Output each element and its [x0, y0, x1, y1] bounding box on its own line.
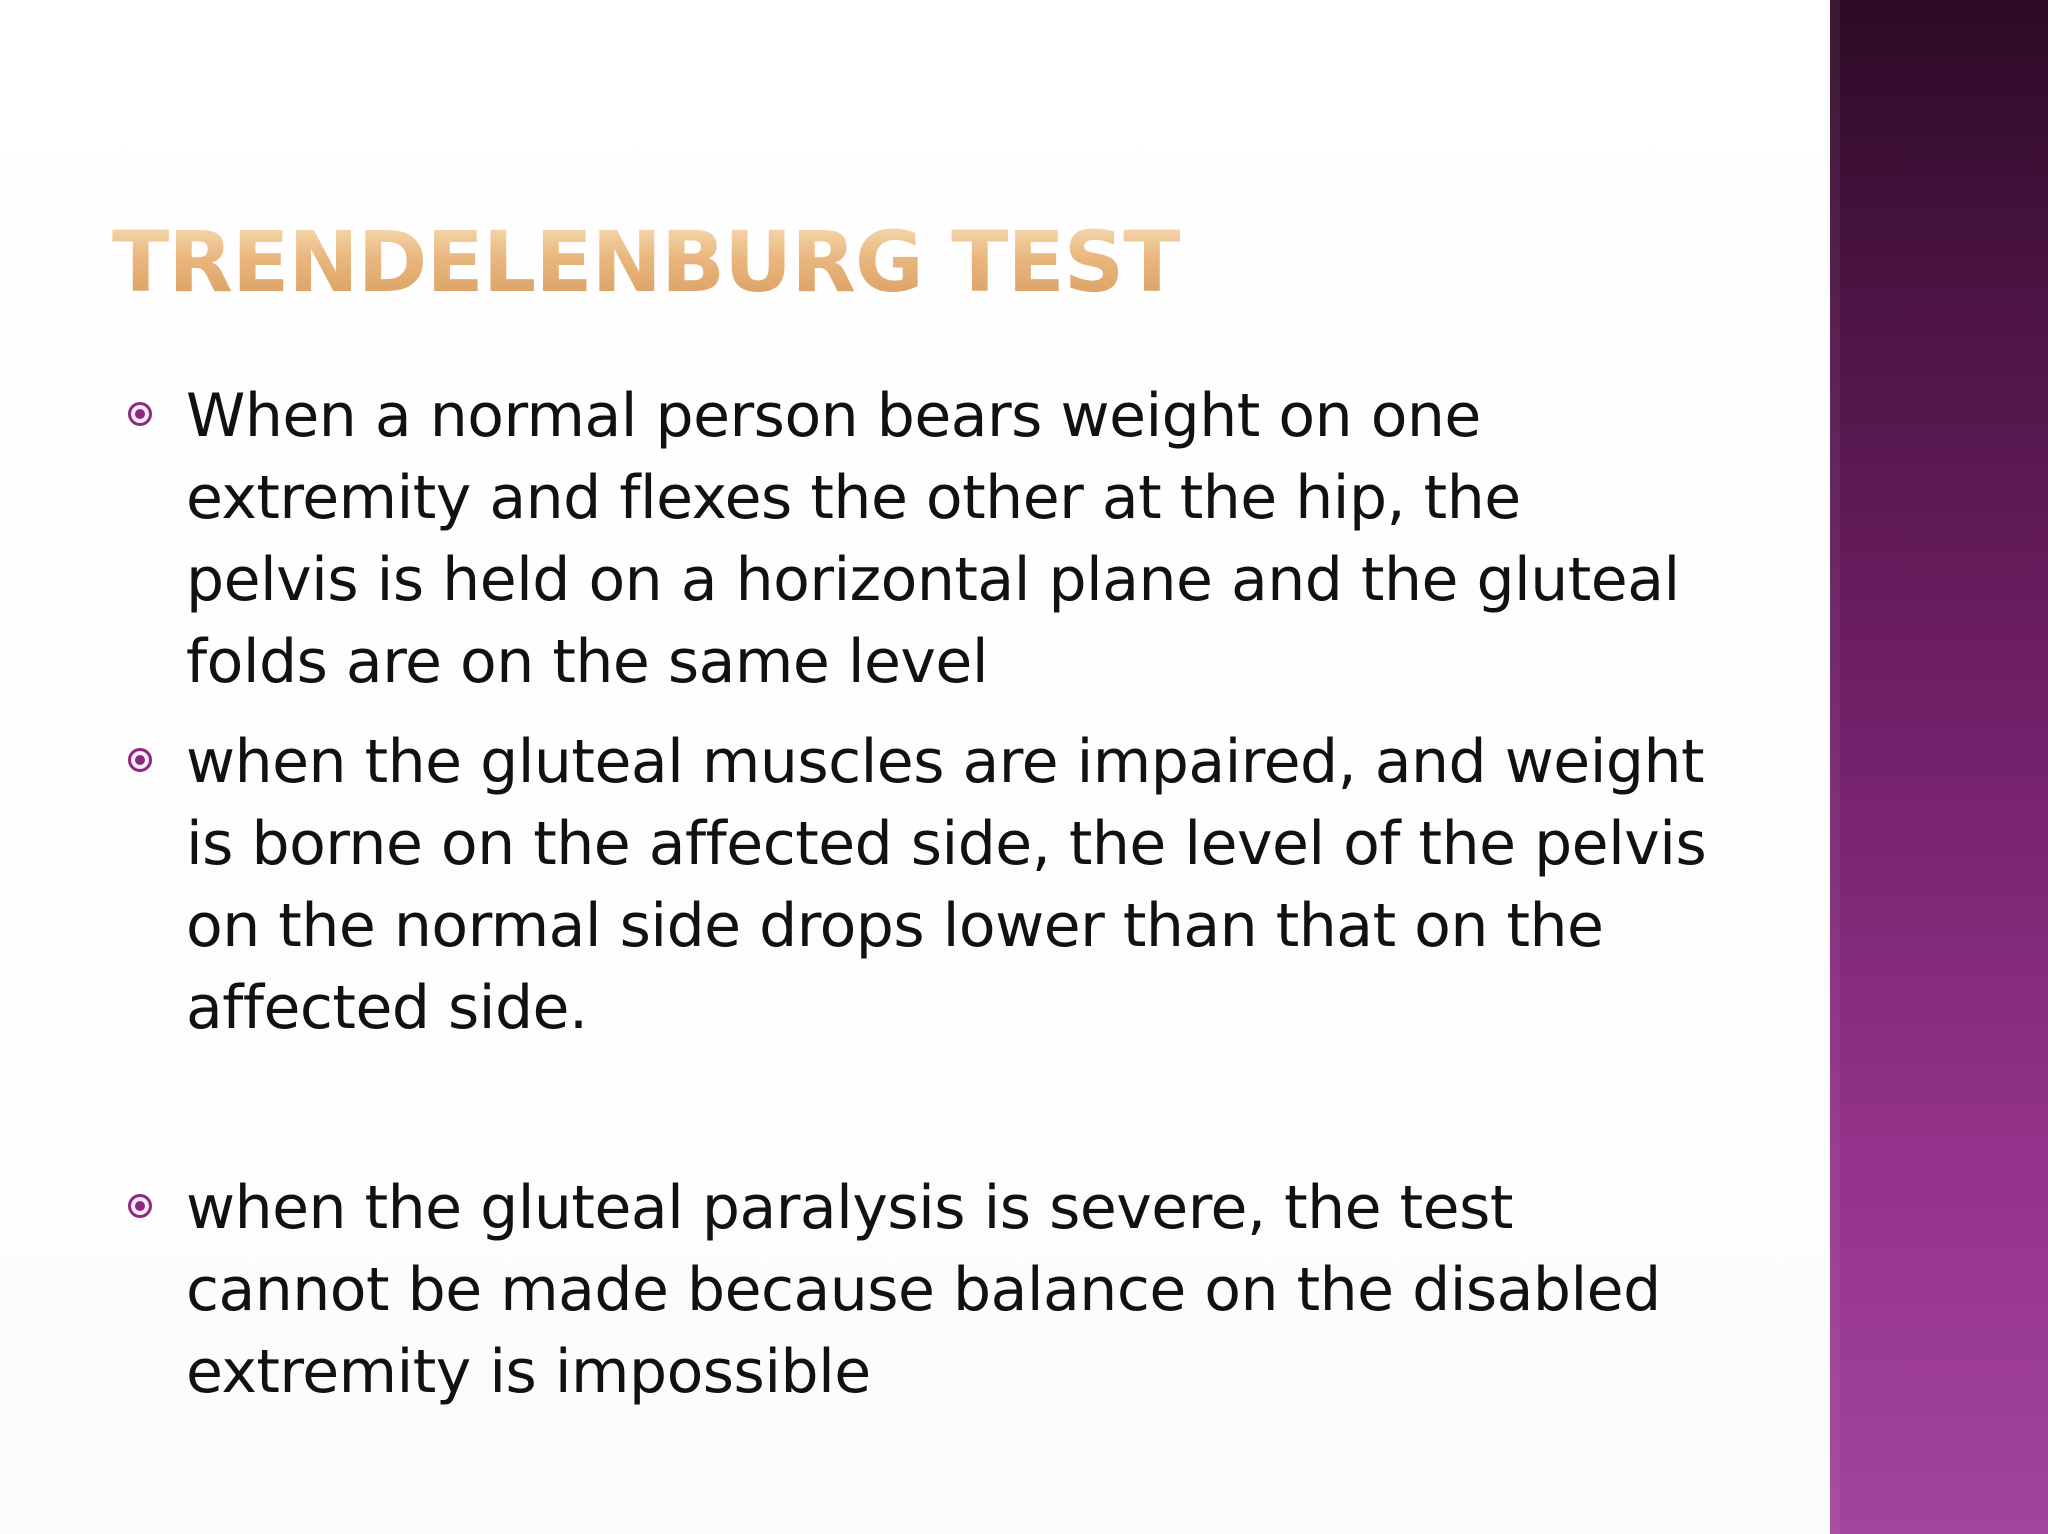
bullet-text-2: when the gluteal muscles are impaired, and weight is borne on the affected side, the level of the pelvis on the normal side drops lower than that on the affected side. [186, 727, 1707, 1043]
slide-title: TRENDELENBURG TEST [112, 213, 1180, 311]
bullet-item-2 [128, 721, 1708, 1049]
circle-bullet-icon [128, 748, 152, 772]
bullet-list [128, 375, 1708, 1413]
bullet-text-3: when the gluteal paralysis is severe, the test cannot be made because balance on the disabled extremity is impossible [186, 1173, 1661, 1407]
bullet-item-1 [128, 375, 1708, 703]
circle-bullet-icon [128, 402, 152, 426]
circle-bullet-icon [128, 1194, 152, 1218]
bullet-item-3 [128, 1167, 1708, 1413]
decorative-side-band [1830, 0, 2048, 1534]
bullet-text-1: When a normal person bears weight on one extremity and flexes the other at the hip, the pelvis is held on a horizontal plane and the gluteal folds are on the same level [186, 381, 1680, 697]
